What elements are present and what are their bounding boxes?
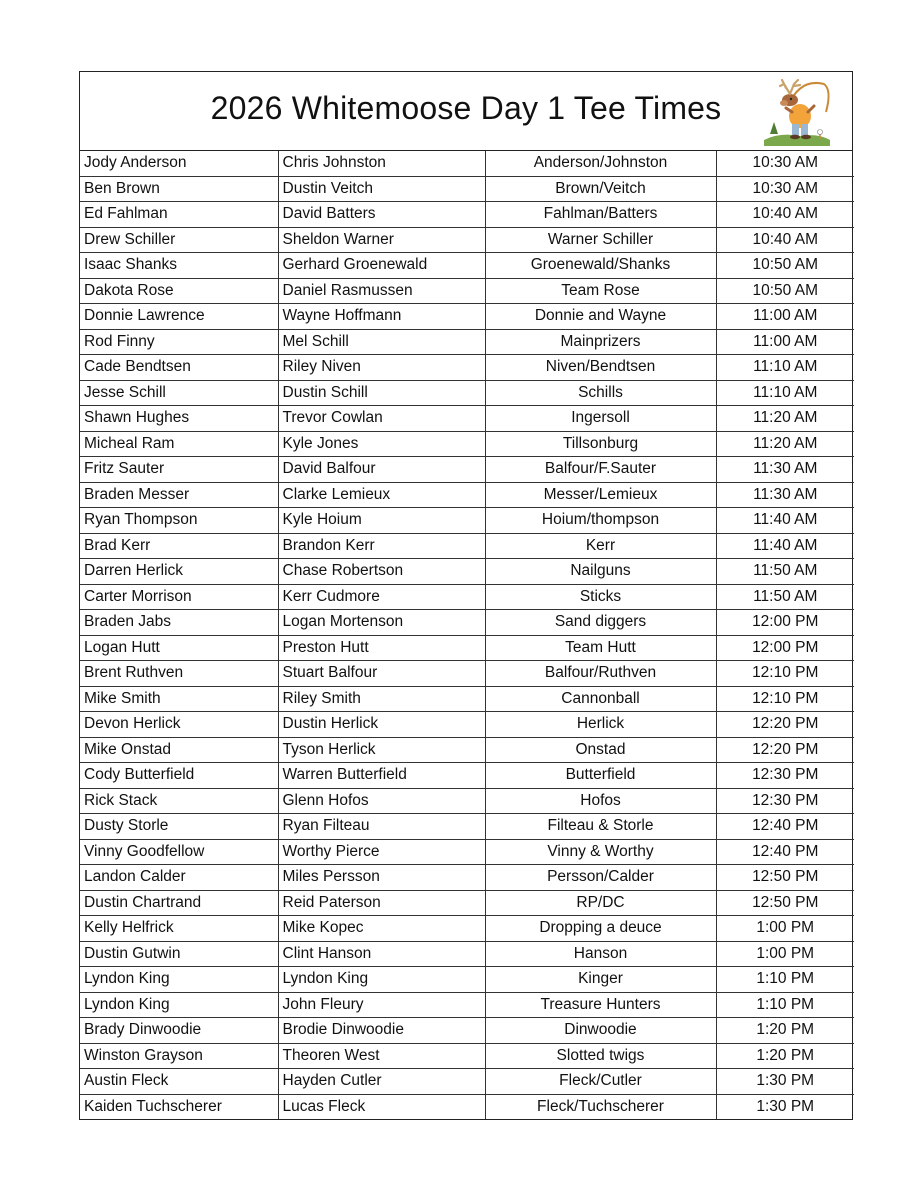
team-name-cell: Warner Schiller — [485, 227, 716, 253]
player-two-cell: Sheldon Warner — [278, 227, 485, 253]
tee-time-cell: 1:20 PM — [716, 1018, 854, 1044]
tee-time-cell: 1:30 PM — [716, 1069, 854, 1095]
tee-time-cell: 10:40 AM — [716, 202, 854, 228]
tee-time-cell: 11:20 AM — [716, 406, 854, 432]
player-one-cell: Isaac Shanks — [80, 253, 278, 279]
player-two-cell: Tyson Herlick — [278, 737, 485, 763]
team-name-cell: Kinger — [485, 967, 716, 993]
team-name-cell: Herlick — [485, 712, 716, 738]
player-two-cell: Reid Paterson — [278, 890, 485, 916]
table-row — [80, 890, 854, 916]
player-two-cell: Mike Kopec — [278, 916, 485, 942]
player-one-cell: Dustin Chartrand — [80, 890, 278, 916]
table-row — [80, 967, 854, 993]
player-two-cell: Kyle Hoium — [278, 508, 485, 534]
player-one-cell: Jody Anderson — [80, 151, 278, 176]
tee-times-body — [80, 151, 854, 1119]
tee-time-cell: 11:50 AM — [716, 559, 854, 585]
table-row — [80, 865, 854, 891]
table-row — [80, 533, 854, 559]
team-name-cell: Tillsonburg — [485, 431, 716, 457]
team-name-cell: Slotted twigs — [485, 1043, 716, 1069]
player-one-cell: Winston Grayson — [80, 1043, 278, 1069]
player-one-cell: Brady Dinwoodie — [80, 1018, 278, 1044]
team-name-cell: Balfour/F.Sauter — [485, 457, 716, 483]
player-two-cell: Chase Robertson — [278, 559, 485, 585]
team-name-cell: Groenewald/Shanks — [485, 253, 716, 279]
tee-time-cell: 11:40 AM — [716, 533, 854, 559]
player-two-cell: Ryan Filteau — [278, 814, 485, 840]
team-name-cell: Balfour/Ruthven — [485, 661, 716, 687]
player-two-cell: Miles Persson — [278, 865, 485, 891]
table-row — [80, 329, 854, 355]
tee-time-cell: 1:30 PM — [716, 1094, 854, 1119]
player-one-cell: Brent Ruthven — [80, 661, 278, 687]
team-name-cell: Hanson — [485, 941, 716, 967]
tee-time-cell: 12:40 PM — [716, 814, 854, 840]
tee-time-cell: 1:00 PM — [716, 941, 854, 967]
player-two-cell: Brandon Kerr — [278, 533, 485, 559]
tee-time-cell: 12:30 PM — [716, 788, 854, 814]
tee-time-cell: 12:00 PM — [716, 610, 854, 636]
tee-time-cell: 10:30 AM — [716, 151, 854, 176]
player-one-cell: Braden Jabs — [80, 610, 278, 636]
player-one-cell: Mike Smith — [80, 686, 278, 712]
table-row — [80, 559, 854, 585]
table-row — [80, 406, 854, 432]
team-name-cell: Schills — [485, 380, 716, 406]
player-one-cell: Mike Onstad — [80, 737, 278, 763]
team-name-cell: Team Rose — [485, 278, 716, 304]
table-row — [80, 1094, 854, 1119]
team-name-cell: Niven/Bendtsen — [485, 355, 716, 381]
tee-time-cell: 1:00 PM — [716, 916, 854, 942]
player-two-cell: John Fleury — [278, 992, 485, 1018]
team-name-cell: Team Hutt — [485, 635, 716, 661]
table-row — [80, 788, 854, 814]
player-one-cell: Shawn Hughes — [80, 406, 278, 432]
player-two-cell: Dustin Schill — [278, 380, 485, 406]
player-one-cell: Rick Stack — [80, 788, 278, 814]
table-row — [80, 661, 854, 687]
player-two-cell: Riley Niven — [278, 355, 485, 381]
player-one-cell: Drew Schiller — [80, 227, 278, 253]
player-one-cell: Logan Hutt — [80, 635, 278, 661]
player-one-cell: Fritz Sauter — [80, 457, 278, 483]
player-two-cell: Lyndon King — [278, 967, 485, 993]
team-name-cell: Sticks — [485, 584, 716, 610]
team-name-cell: Treasure Hunters — [485, 992, 716, 1018]
player-one-cell: Landon Calder — [80, 865, 278, 891]
player-one-cell: Devon Herlick — [80, 712, 278, 738]
table-row — [80, 304, 854, 330]
team-name-cell: Dinwoodie — [485, 1018, 716, 1044]
table-row — [80, 941, 854, 967]
table-row — [80, 253, 854, 279]
table-row — [80, 482, 854, 508]
player-one-cell: Dustin Gutwin — [80, 941, 278, 967]
table-row — [80, 431, 854, 457]
player-one-cell: Donnie Lawrence — [80, 304, 278, 330]
player-two-cell: Hayden Cutler — [278, 1069, 485, 1095]
tee-time-cell: 12:00 PM — [716, 635, 854, 661]
player-two-cell: Clarke Lemieux — [278, 482, 485, 508]
table-row — [80, 712, 854, 738]
tee-time-cell: 1:10 PM — [716, 967, 854, 993]
table-row — [80, 584, 854, 610]
player-two-cell: Lucas Fleck — [278, 1094, 485, 1119]
player-two-cell: Warren Butterfield — [278, 763, 485, 789]
team-name-cell: RP/DC — [485, 890, 716, 916]
tee-time-cell: 11:10 AM — [716, 355, 854, 381]
tee-time-cell: 12:10 PM — [716, 661, 854, 687]
team-name-cell: Donnie and Wayne — [485, 304, 716, 330]
team-name-cell: Filteau & Storle — [485, 814, 716, 840]
table-row — [80, 151, 854, 176]
team-name-cell: Anderson/Johnston — [485, 151, 716, 176]
player-one-cell: Jesse Schill — [80, 380, 278, 406]
player-two-cell: David Batters — [278, 202, 485, 228]
tee-time-cell: 11:00 AM — [716, 304, 854, 330]
table-row — [80, 227, 854, 253]
team-name-cell: Fleck/Cutler — [485, 1069, 716, 1095]
player-one-cell: Kelly Helfrick — [80, 916, 278, 942]
moose-golfer-icon — [760, 76, 834, 146]
player-two-cell: Brodie Dinwoodie — [278, 1018, 485, 1044]
tee-time-cell: 12:40 PM — [716, 839, 854, 865]
table-row — [80, 355, 854, 381]
player-two-cell: Dustin Herlick — [278, 712, 485, 738]
table-row — [80, 686, 854, 712]
team-name-cell: Cannonball — [485, 686, 716, 712]
table-row — [80, 1069, 854, 1095]
player-one-cell: Micheal Ram — [80, 431, 278, 457]
tee-time-cell: 11:10 AM — [716, 380, 854, 406]
team-name-cell: Brown/Veitch — [485, 176, 716, 202]
player-two-cell: Gerhard Groenewald — [278, 253, 485, 279]
table-row — [80, 839, 854, 865]
tee-time-cell: 12:20 PM — [716, 737, 854, 763]
team-name-cell: Vinny & Worthy — [485, 839, 716, 865]
player-two-cell: Mel Schill — [278, 329, 485, 355]
table-row — [80, 763, 854, 789]
team-name-cell: Persson/Calder — [485, 865, 716, 891]
player-one-cell: Dusty Storle — [80, 814, 278, 840]
player-one-cell: Ryan Thompson — [80, 508, 278, 534]
player-one-cell: Ed Fahlman — [80, 202, 278, 228]
tee-time-cell: 12:10 PM — [716, 686, 854, 712]
player-two-cell: Daniel Rasmussen — [278, 278, 485, 304]
player-one-cell: Brad Kerr — [80, 533, 278, 559]
table-row — [80, 278, 854, 304]
tee-times-sheet — [79, 71, 853, 1120]
table-row — [80, 380, 854, 406]
tee-time-cell: 12:50 PM — [716, 890, 854, 916]
player-two-cell: David Balfour — [278, 457, 485, 483]
player-one-cell: Vinny Goodfellow — [80, 839, 278, 865]
team-name-cell: Fleck/Tuchscherer — [485, 1094, 716, 1119]
table-row — [80, 635, 854, 661]
table-row — [80, 737, 854, 763]
table-row — [80, 1018, 854, 1044]
table-row — [80, 814, 854, 840]
player-two-cell: Logan Mortenson — [278, 610, 485, 636]
tee-time-cell: 1:20 PM — [716, 1043, 854, 1069]
player-one-cell: Lyndon King — [80, 992, 278, 1018]
tee-time-cell: 10:50 AM — [716, 253, 854, 279]
team-name-cell: Mainprizers — [485, 329, 716, 355]
tee-time-cell: 12:50 PM — [716, 865, 854, 891]
player-two-cell: Theoren West — [278, 1043, 485, 1069]
player-two-cell: Preston Hutt — [278, 635, 485, 661]
team-name-cell: Ingersoll — [485, 406, 716, 432]
team-name-cell: Butterfield — [485, 763, 716, 789]
table-row — [80, 1043, 854, 1069]
tee-time-cell: 11:40 AM — [716, 508, 854, 534]
player-two-cell: Kyle Jones — [278, 431, 485, 457]
player-two-cell: Glenn Hofos — [278, 788, 485, 814]
player-one-cell: Ben Brown — [80, 176, 278, 202]
table-row — [80, 610, 854, 636]
player-one-cell: Austin Fleck — [80, 1069, 278, 1095]
table-row — [80, 992, 854, 1018]
tee-time-cell: 11:30 AM — [716, 482, 854, 508]
tee-time-cell: 1:10 PM — [716, 992, 854, 1018]
player-one-cell: Darren Herlick — [80, 559, 278, 585]
tee-time-cell: 11:20 AM — [716, 431, 854, 457]
table-row — [80, 457, 854, 483]
page-title: 2026 Whitemoose Day 1 Tee Times — [210, 90, 722, 126]
player-two-cell: Worthy Pierce — [278, 839, 485, 865]
team-name-cell: Nailguns — [485, 559, 716, 585]
tee-time-cell: 10:40 AM — [716, 227, 854, 253]
tee-time-cell: 10:30 AM — [716, 176, 854, 202]
title-row — [80, 72, 852, 151]
player-one-cell: Cody Butterfield — [80, 763, 278, 789]
team-name-cell: Hoium/thompson — [485, 508, 716, 534]
player-one-cell: Braden Messer — [80, 482, 278, 508]
table-row — [80, 202, 854, 228]
team-name-cell: Onstad — [485, 737, 716, 763]
player-one-cell: Carter Morrison — [80, 584, 278, 610]
player-two-cell: Riley Smith — [278, 686, 485, 712]
team-name-cell: Kerr — [485, 533, 716, 559]
player-one-cell: Cade Bendtsen — [80, 355, 278, 381]
tee-time-cell: 10:50 AM — [716, 278, 854, 304]
player-two-cell: Kerr Cudmore — [278, 584, 485, 610]
table-row — [80, 176, 854, 202]
tee-time-cell: 12:30 PM — [716, 763, 854, 789]
team-name-cell: Sand diggers — [485, 610, 716, 636]
tee-times-table — [80, 151, 854, 1119]
tee-time-cell: 11:50 AM — [716, 584, 854, 610]
team-name-cell: Fahlman/Batters — [485, 202, 716, 228]
player-two-cell: Stuart Balfour — [278, 661, 485, 687]
player-two-cell: Wayne Hoffmann — [278, 304, 485, 330]
player-two-cell: Clint Hanson — [278, 941, 485, 967]
player-two-cell: Chris Johnston — [278, 151, 485, 176]
player-one-cell: Rod Finny — [80, 329, 278, 355]
tee-time-cell: 11:30 AM — [716, 457, 854, 483]
team-name-cell: Dropping a deuce — [485, 916, 716, 942]
player-two-cell: Dustin Veitch — [278, 176, 485, 202]
team-name-cell: Hofos — [485, 788, 716, 814]
team-name-cell: Messer/Lemieux — [485, 482, 716, 508]
player-one-cell: Kaiden Tuchscherer — [80, 1094, 278, 1119]
table-row — [80, 916, 854, 942]
player-two-cell: Trevor Cowlan — [278, 406, 485, 432]
table-row — [80, 508, 854, 534]
tee-time-cell: 11:00 AM — [716, 329, 854, 355]
tee-time-cell: 12:20 PM — [716, 712, 854, 738]
player-one-cell: Lyndon King — [80, 967, 278, 993]
player-one-cell: Dakota Rose — [80, 278, 278, 304]
